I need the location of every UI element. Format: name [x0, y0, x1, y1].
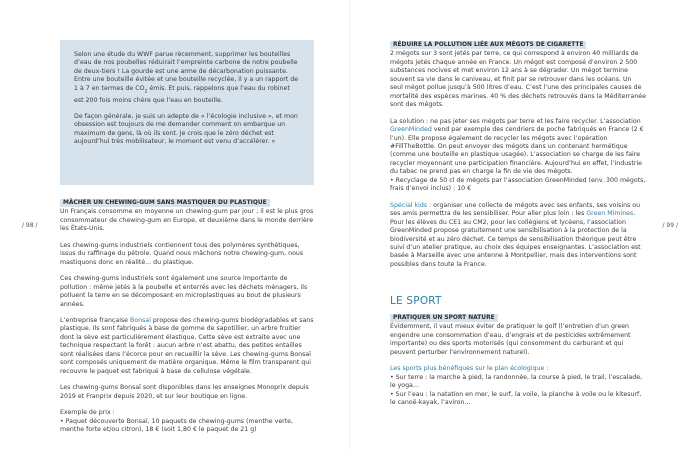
paragraph: Les chewing-gums industriels contiennent tous des polymères synthétiques, issus du raffinage du pétrole. Quand nous mâchons notre chewing-gum, nous mastiquons donc en réalité... du plastique.	[60, 241, 304, 266]
eco-sports-subheading: Les sports plus bénéfiques sur le plan écologique :	[390, 365, 549, 373]
page-number-left: / 98 /	[22, 222, 38, 229]
paragraph: L’entreprise française Bonsaï propose des chewing-gums biodégradables et sans plastique. Ils sont fabriqués à base de gomme de sapotillier, un arbre fruitier dont la sève est particulièrement élastique. Cette sève est extraite avec une technique respectant la forêt : aucun arbre n’est abattu, des petites entailles sont réalisées dans l’écorce pour en recueillir la sève. Les chewing-gums Bonsaï sont composés uniquement de matière organique. Même le film transparent qui recouvre le paquet est fabriqué à base de cellulose végétale.	[60, 316, 314, 375]
paragraph: Ces chewing-gums industriels sont également une source importante de pollution : même jetés à la poubelle et enterrés avec les déchets ménagers, ils polluent la terre en se décomposant en microplastiques au bout de plusieurs années.	[60, 275, 308, 308]
callout-paragraph-2: De façon générale, je suis un adepte de « l’écologie inclusive », et mon obsession est toujours de me demander comment on embarque un maximum de gens, là où ils sont. Je crois que le zéro déchet est aujourd’hui très mobilisateur, le moment est venu d’accélérer. »	[74, 112, 298, 146]
paragraph: Évidemment, il vaut mieux éviter de pratiquer le golf (l’entretien d’un green engendre une consommation d’eau, d’engrais et de pesticides extrêmement importante) ou des sports motorisés (qui consomment du carburant et qui peuvent perturber l’environnement naturel).	[390, 323, 631, 356]
chewing-gum-section	[60, 199, 314, 434]
section-label-nature-sport: PRATIQUER UN SPORT NATURE	[390, 314, 498, 322]
sport-section	[390, 314, 646, 408]
callout-paragraph-1: Selon une étude du WWF parue récemment, supprimer les bouteilles d’eau de nos poubelles réduirait l’empreinte carbone de notre poubelle de deux-tiers ! La gourde est une arme de décarbonation puissante. Entre une bouteille évitée et une bouteille recyclée, il y a un rapport de 1 à 7 en termes de $CO_2$ émis. Et puis, rappelons que l’eau du robinet est 200 fois moins chère que l’eau en bouteille.	[74, 51, 299, 104]
list-item: • Sur l’eau : la natation en mer, le surf, la voile, la planche à voile ou le kitesurf, le canoë-kayak, l’aviron...	[390, 390, 642, 407]
paragraph: Un Français consomme en moyenne un chewing-gum par jour ; il est le plus gros consommateur de chewing-gum en Europe, et deuxième dans le monde derrière les États-Unis.	[60, 208, 314, 233]
page-number-right: / 99 /	[662, 222, 678, 229]
paragraph: Exemple de prix :	[60, 409, 115, 417]
list-item: • Recyclage de 50 cl de mégots par l’association GreenMinded (env. 300 mégots, frais d’envoi inclus) : 10 €	[390, 176, 646, 193]
section-label-cigarette-butts: RÉDUIRE LA POLLUTION LIÉE AUX MÉGOTS DE CIGARETTE	[390, 41, 586, 49]
green-mimines-link[interactable]: Green Mimines	[586, 210, 634, 218]
paragraph: La solution : ne pas jeter ses mégots par terre et les faire recycler. L’association GreenMinded vend par exemple des cendriers de poche fabriqués en France (2 € l’un). Elle propose également de recycler les mégots avec l’opération #FillTheBottle. On peut envoyer des mégots dans un contenant hermétique (comme une bouteille en plastique usagée). L’association se charge de les faire recycler moyennant une participation financière. Aujourd’hui en effet, l’industrie du tabac ne prend pas en charge la fin de vie des mégots.	[390, 117, 644, 176]
quote-callout-box	[60, 40, 314, 185]
section-title-sport: LE SPORT	[390, 295, 442, 307]
paragraph: Spécial kids : organiser une collecte de mégots avec ses enfants, ses voisins ou ses amis permettra de les sensibiliser. Pour aller plus loin : les Green Mimines. Pour les élèves du CE1 au CM2, pour les collégiens et lycéens, l’association GreenMinded propose gratuitement une sensibilisation à la protection de la biodiversité et au zéro déchet. Ce temps de sensibilisation théorique peut être suivi d’un atelier pratique, au choix des équipes enseignantes. L’association est basée à Marseille avec une antenne à Montpellier, mais des interventions sont possibles dans toute la France.	[390, 201, 641, 268]
cigarette-butts-section	[390, 41, 646, 269]
paragraph: 2 mégots sur 3 sont jetés par terre, ce qui correspond à environ 40 milliards de mégots jetés chaque année en France. Un mégot est composé d’environ 2 500 substances nocives et met environ 12 ans à se dégrader. Un mégot termine souvent sa vie dans le caniveau, et finit par se retrouver dans les océans. Un seul mégot pollue jusqu’à 500 litres d’eau. C’est l’une des principales causes de mortalité des espèces marines. 40 % des déchets retrouvés dans la Méditerranée sont des mégots.	[390, 50, 646, 109]
section-label-chewing-gum: MÂCHER UN CHEWING-GUM SANS MASTIQUER DU PLASTIQUE	[60, 199, 270, 207]
greenminded-link[interactable]: GreenMinded	[390, 126, 432, 134]
paragraph: Les chewing-gums Bonsaï sont disponibles dans les enseignes Monoprix depuis 2019 et Franprix depuis 2020, et sur leur boutique en ligne.	[60, 384, 309, 400]
list-item: • Sur terre : la marche à pied, la randonnée, la course à pied, le trail, l’escalade, le yoga...	[390, 373, 643, 390]
page-spine	[349, 0, 350, 450]
list-item: • Paquet découverte Bonsaï, 10 paquets de chewing-gums (menthe verte, menthe forte et/ou citron), 18 € (soit 1,80 € le paquet de 21 g)	[60, 417, 294, 433]
special-kids-link[interactable]: Spécial kids	[390, 201, 428, 209]
bonsai-link[interactable]: Bonsaï	[130, 316, 151, 324]
